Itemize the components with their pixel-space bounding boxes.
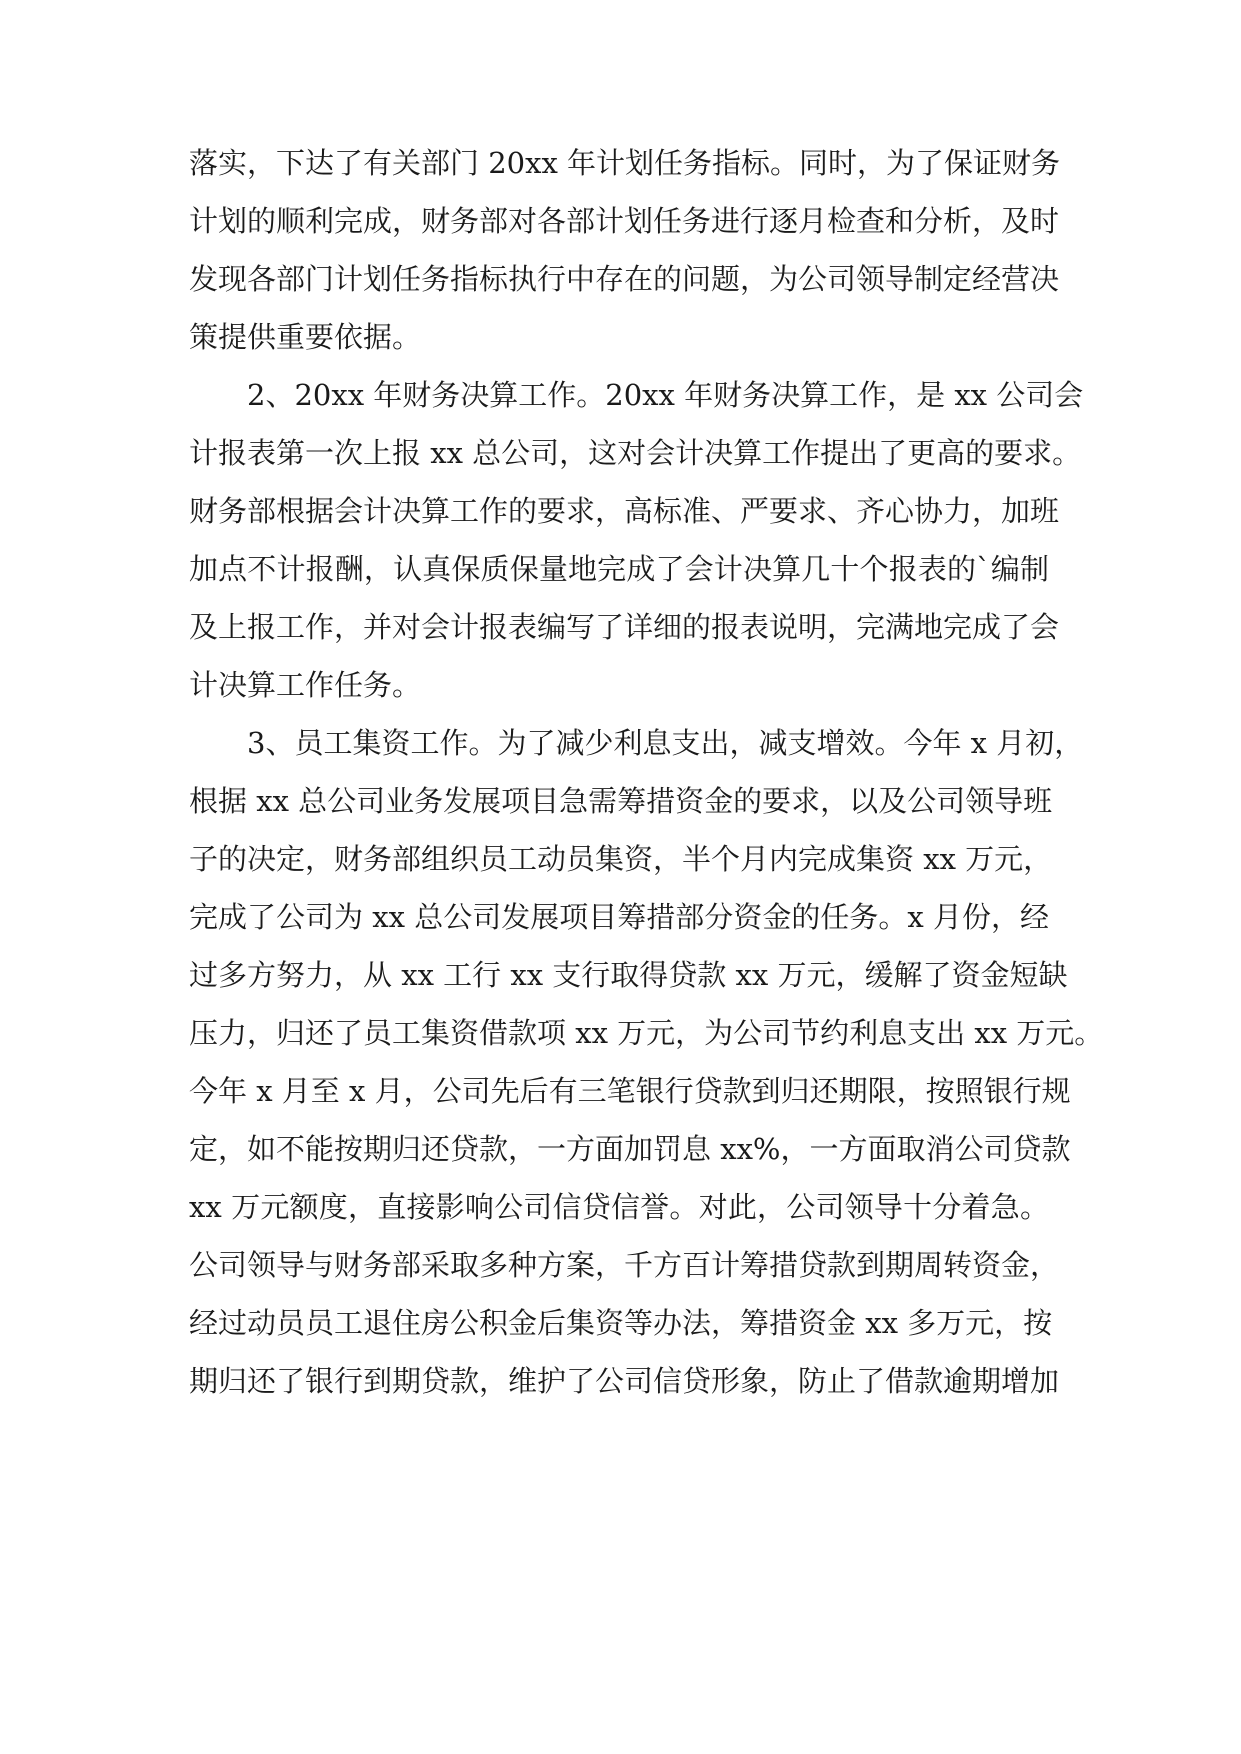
paragraph	[189, 134, 1061, 366]
text-line: 过多方努力，从 xx 工行 xx 支行取得贷款 xx 万元，缓解了资金短缺	[189, 958, 1068, 992]
text-line: 定，如不能按期归还贷款，一方面加罚息 xx%，一方面取消公司贷款	[189, 1132, 1071, 1166]
text-line: 计报表第一次上报 xx 总公司，这对会计决算工作提出了更高的要求。	[189, 436, 1082, 470]
text-line: 子的决定，财务部组织员工动员集资，半个月内完成集资 xx 万元，	[189, 842, 1053, 876]
text-line: 3、员工集资工作。为了减少利息支出，减支增效。今年 x 月初，	[247, 726, 1084, 760]
text-line: 根据 xx 总公司业务发展项目急需筹措资金的要求，以及公司领导班	[189, 784, 1053, 818]
text-line: 2、20xx 年财务决算工作。20xx 年财务决算工作，是 xx 公司会	[247, 378, 1084, 412]
paragraph	[189, 366, 1084, 714]
text-line: 期归还了银行到期贷款，维护了公司信贷形象，防止了借款逾期增加	[189, 1364, 1060, 1398]
text-line: 公司领导与财务部采取多种方案，千方百计筹措贷款到期周转资金，	[189, 1248, 1060, 1282]
text-line: 加点不计报酬，认真保质保量地完成了会计决算几十个报表的`编制	[189, 552, 1049, 586]
text-line: xx 万元额度，直接影响公司信贷信誉。对此，公司领导十分着急。	[189, 1190, 1049, 1224]
text-line: 发现各部门计划任务指标执行中存在的问题，为公司领导制定经营决	[189, 262, 1060, 296]
text-line: 压力，归还了员工集资借款项 xx 万元，为公司节约利息支出 xx 万元。	[189, 1016, 1104, 1050]
text-line: 计划的顺利完成，财务部对各部计划任务进行逐月检查和分析，及时	[189, 204, 1060, 238]
text-line: 完成了公司为 xx 总公司发展项目筹措部分资金的任务。x 月份，经	[189, 900, 1049, 934]
text-line: 财务部根据会计决算工作的要求，高标准、严要求、齐心协力，加班	[189, 494, 1060, 528]
text-line: 落实，下达了有关部门 20xx 年计划任务指标。同时，为了保证财务	[189, 146, 1061, 180]
paragraph	[189, 714, 1104, 1410]
text-line: 策提供重要依据。	[189, 320, 422, 354]
text-line: 经过动员员工退住房公积金后集资等办法，筹措资金 xx 多万元，按	[189, 1306, 1053, 1340]
body-text	[189, 134, 1104, 1410]
text-line: 计决算工作任务。	[189, 668, 422, 702]
text-line: 今年 x 月至 x 月，公司先后有三笔银行贷款到归还期限，按照银行规	[189, 1074, 1071, 1108]
text-line: 及上报工作，并对会计报表编写了详细的报表说明，完满地完成了会	[189, 610, 1060, 644]
